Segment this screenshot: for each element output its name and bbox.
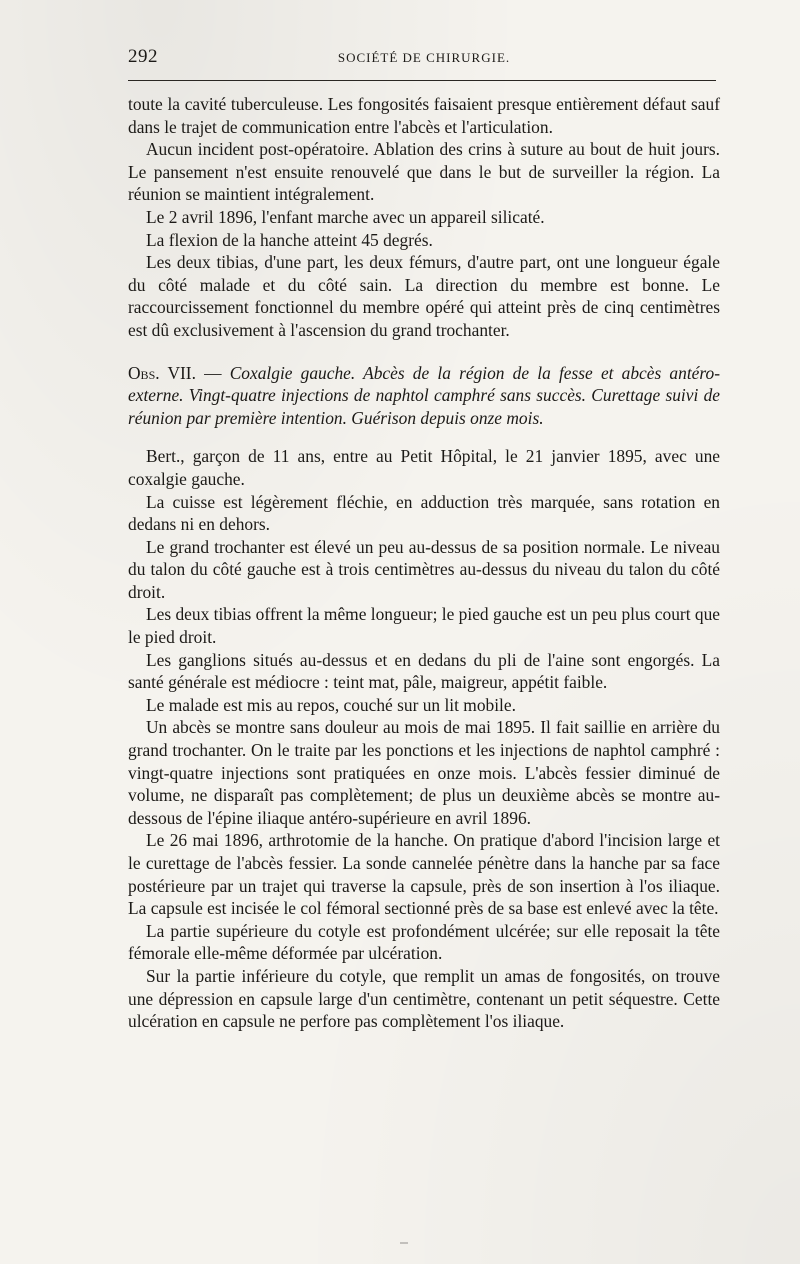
paragraph: La flexion de la hanche atteint 45 degrés.: [146, 229, 433, 250]
paragraph: Sur la partie inférieure du cotyle, que remplit un amas de fongosités, on trouve une dépression en capsule large d'un centimètre, contenant un petit séquestre. Cette ulcération en capsule ne perfore pas complètement l'os iliaque.: [128, 965, 720, 1032]
observation-heading: [128, 362, 720, 430]
paragraph: Le grand trochanter est élevé un peu au-dessus de sa position normale. Le niveau du talon du côté gauche est à trois centimètres au-dessus du niveau du talon du côté droit.: [128, 536, 720, 602]
page-speck: [400, 1242, 408, 1244]
running-head: SOCIÉTÉ DE CHIRURGIE.: [337, 50, 511, 65]
paragraph: Bert., garçon de 11 ans, entre au Petit Hôpital, le 21 janvier 1895, avec une coxalgie gauche.: [128, 446, 720, 489]
paragraph: La partie supérieure du cotyle est profondément ulcérée; sur elle reposait la tête fémorale elle-même déformée par ulcération.: [128, 920, 720, 964]
paragraph: Les deux tibias, d'une part, les deux fémurs, d'autre part, ont une longueur égale du côté malade et du côté sain. La direction du membre est bonne. Le raccourcissement fonctionnel du membre opéré qui atteint près de cinq centimètres est dû exclusivement à l'ascension du grand trochanter.: [128, 252, 720, 340]
paragraph: Un abcès se montre sans douleur au mois de mai 1895. Il fait saillie en arrière du grand trochanter. On le traite par les ponctions et les injections de naphtol camphré : vingt-quatre injections sont pratiquées en onze mois. L'abcès fessier diminué de volume, ne disparaît pas complètement; de plus un deuxième abcès se montre au-dessous de l'épine iliaque antéro-supérieure en avril 1896.: [128, 717, 720, 828]
paragraph: Les ganglions situés au-dessus et en dedans du pli de l'aine sont engorgés. La santé générale est médiocre : teint mat, pâle, maigreur, appétit faible.: [128, 649, 720, 693]
observation-title: Coxalgie gauche. Abcès de la région de la fesse et abcès antéro-externe. Vingt-quatre injections de naphtol camphré sans succès. Curettage suivi de réunion par première intention. Guérison depuis onze mois.: [128, 362, 720, 428]
page-header: [128, 46, 720, 74]
paragraph: Le 2 avril 1896, l'enfant marche avec un appareil silicaté.: [146, 206, 545, 227]
paragraph: toute la cavité tuberculeuse. Les fongosités faisaient presque entièrement défaut sauf dans le trajet de communication entre l'abcès et l'articulation.: [128, 94, 720, 137]
body-text: [128, 93, 720, 1033]
page-number: 292: [128, 46, 158, 67]
header-rule: [128, 80, 716, 81]
paragraph: Le malade est mis au repos, couché sur un lit mobile.: [146, 694, 516, 715]
paragraph: La cuisse est légèrement fléchie, en adduction très marquée, sans rotation en dedans ni en dehors.: [128, 491, 720, 535]
paragraph: Les deux tibias offrent la même longueur; le pied gauche est un peu plus court que le pied droit.: [128, 604, 720, 648]
observation-label: Obs. VII. —: [128, 362, 222, 383]
paragraph: Aucun incident post-opératoire. Ablation des crins à suture au bout de huit jours. Le pansement n'est ensuite renouvelé que dans le but de surveiller la région. La réunion se maintient intégralement.: [128, 139, 720, 205]
paragraph: Le 26 mai 1896, arthrotomie de la hanche. On pratique d'abord l'incision large et le curettage de l'abcès fessier. La sonde cannelée pénètre dans la hanche par sa face postérieure par un trajet qui traverse la capsule, près de son insertion à l'os iliaque. La capsule est incisée le col fémoral sectionné près de sa base est enlevé avec la tête.: [128, 830, 720, 919]
